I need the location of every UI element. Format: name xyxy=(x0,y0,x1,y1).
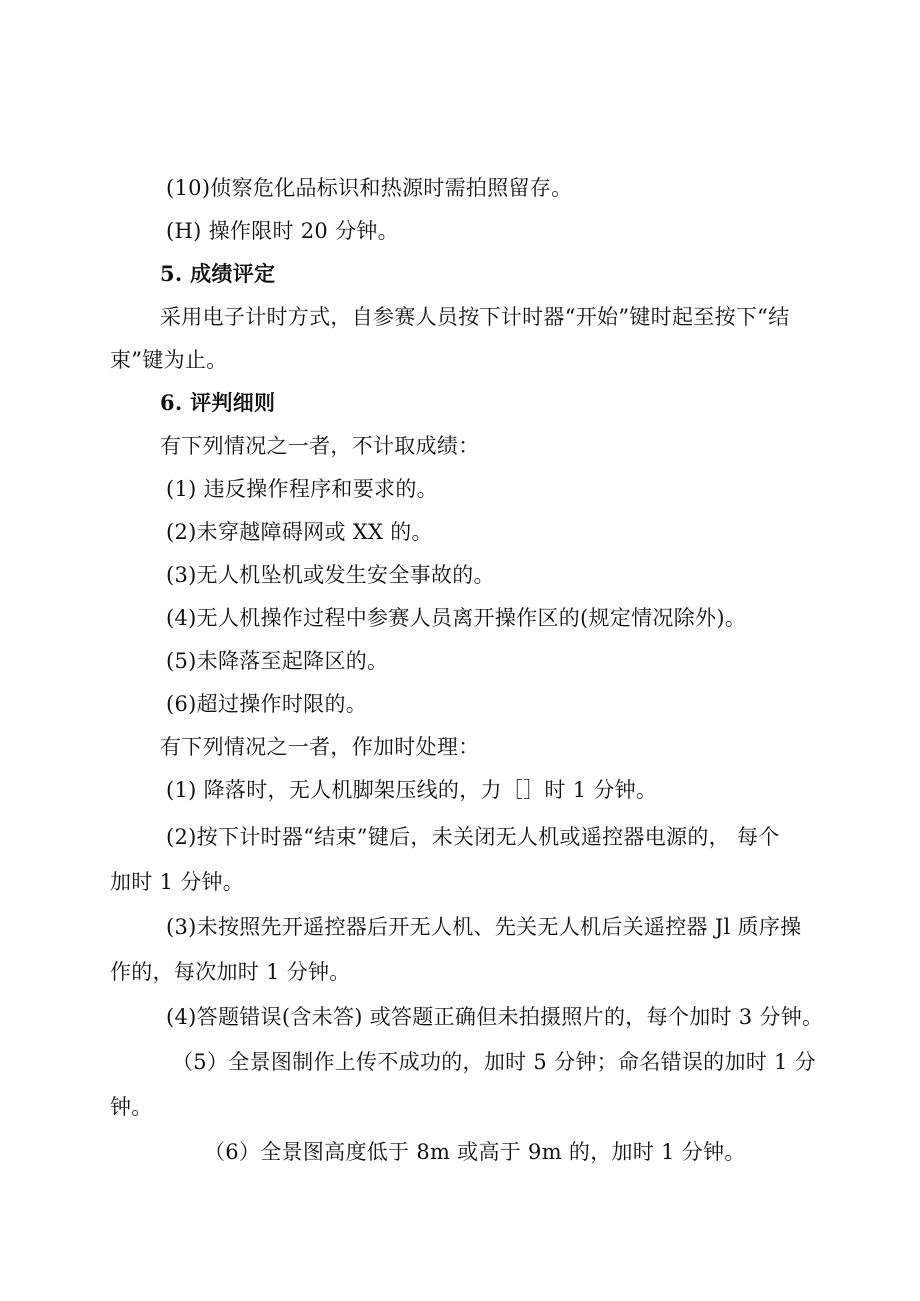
disqualify-item-3: (3)无人机坠机或发生安全事故的。 xyxy=(166,563,495,587)
disqualify-item-5: (5)未降落至起降区的。 xyxy=(166,649,389,673)
penalty-item-5-line1: （5）全景图制作上传不成功的，加时 5 分钟；命名错误的加时 1 分 xyxy=(172,1050,816,1074)
penalty-item-1: (1) 降落时，无人机脚架压线的，力［］时 1 分钟。 xyxy=(166,778,658,802)
rule-item-10: (10)侦察危化品标识和热源时需拍照留存。 xyxy=(166,176,573,200)
disqualify-item-1: (1) 违反操作程序和要求的。 xyxy=(166,477,438,501)
section-heading-5: 5. 成绩评定 xyxy=(160,261,276,286)
disqualify-item-6: (6)超过操作时限的。 xyxy=(166,692,368,716)
rule-item-11: (H) 操作限时 20 分钟。 xyxy=(166,219,399,243)
disqualify-item-4: (4)无人机操作过程中参赛人员离开操作区的(规定情况除外)。 xyxy=(166,606,747,630)
penalty-item-3-line2: 作的，每次加时 1 分钟。 xyxy=(110,960,351,984)
disqualify-intro: 有下列情况之一者，不计取成绩： xyxy=(160,434,480,458)
paragraph-timing-line2: 束”键为止。 xyxy=(110,348,228,372)
paragraph-timing-line1: 采用电子计时方式，自参赛人员按下计时器“开始”键时起至按下“结 xyxy=(160,305,790,329)
section-heading-6: 6. 评判细则 xyxy=(160,390,276,415)
penalty-item-5-line2: 钟。 xyxy=(110,1095,153,1119)
penalty-item-3-line1: (3)未按照先开遥控器后开无人机、先关无人机后关遥控器 Jl 质序操 xyxy=(166,915,802,939)
penalty-item-4: (4)答题错误(含未答) 或答题正确但未拍摄照片的，每个加时 3 分钟。 xyxy=(166,1005,824,1029)
penalty-item-2-line2: 加时 1 分钟。 xyxy=(110,870,245,894)
penalty-item-6: （6）全景图高度低于 8m 或高于 9m 的，加时 1 分钟。 xyxy=(204,1140,746,1164)
disqualify-item-2: (2)未穿越障碍网或 XX 的。 xyxy=(166,520,433,544)
penalty-intro: 有下列情况之一者，作加时处理： xyxy=(160,735,480,759)
penalty-item-2-line1: (2)按下计时器“结束”键后，未关闭无人机或遥控器电源的， 每个 xyxy=(166,825,780,849)
